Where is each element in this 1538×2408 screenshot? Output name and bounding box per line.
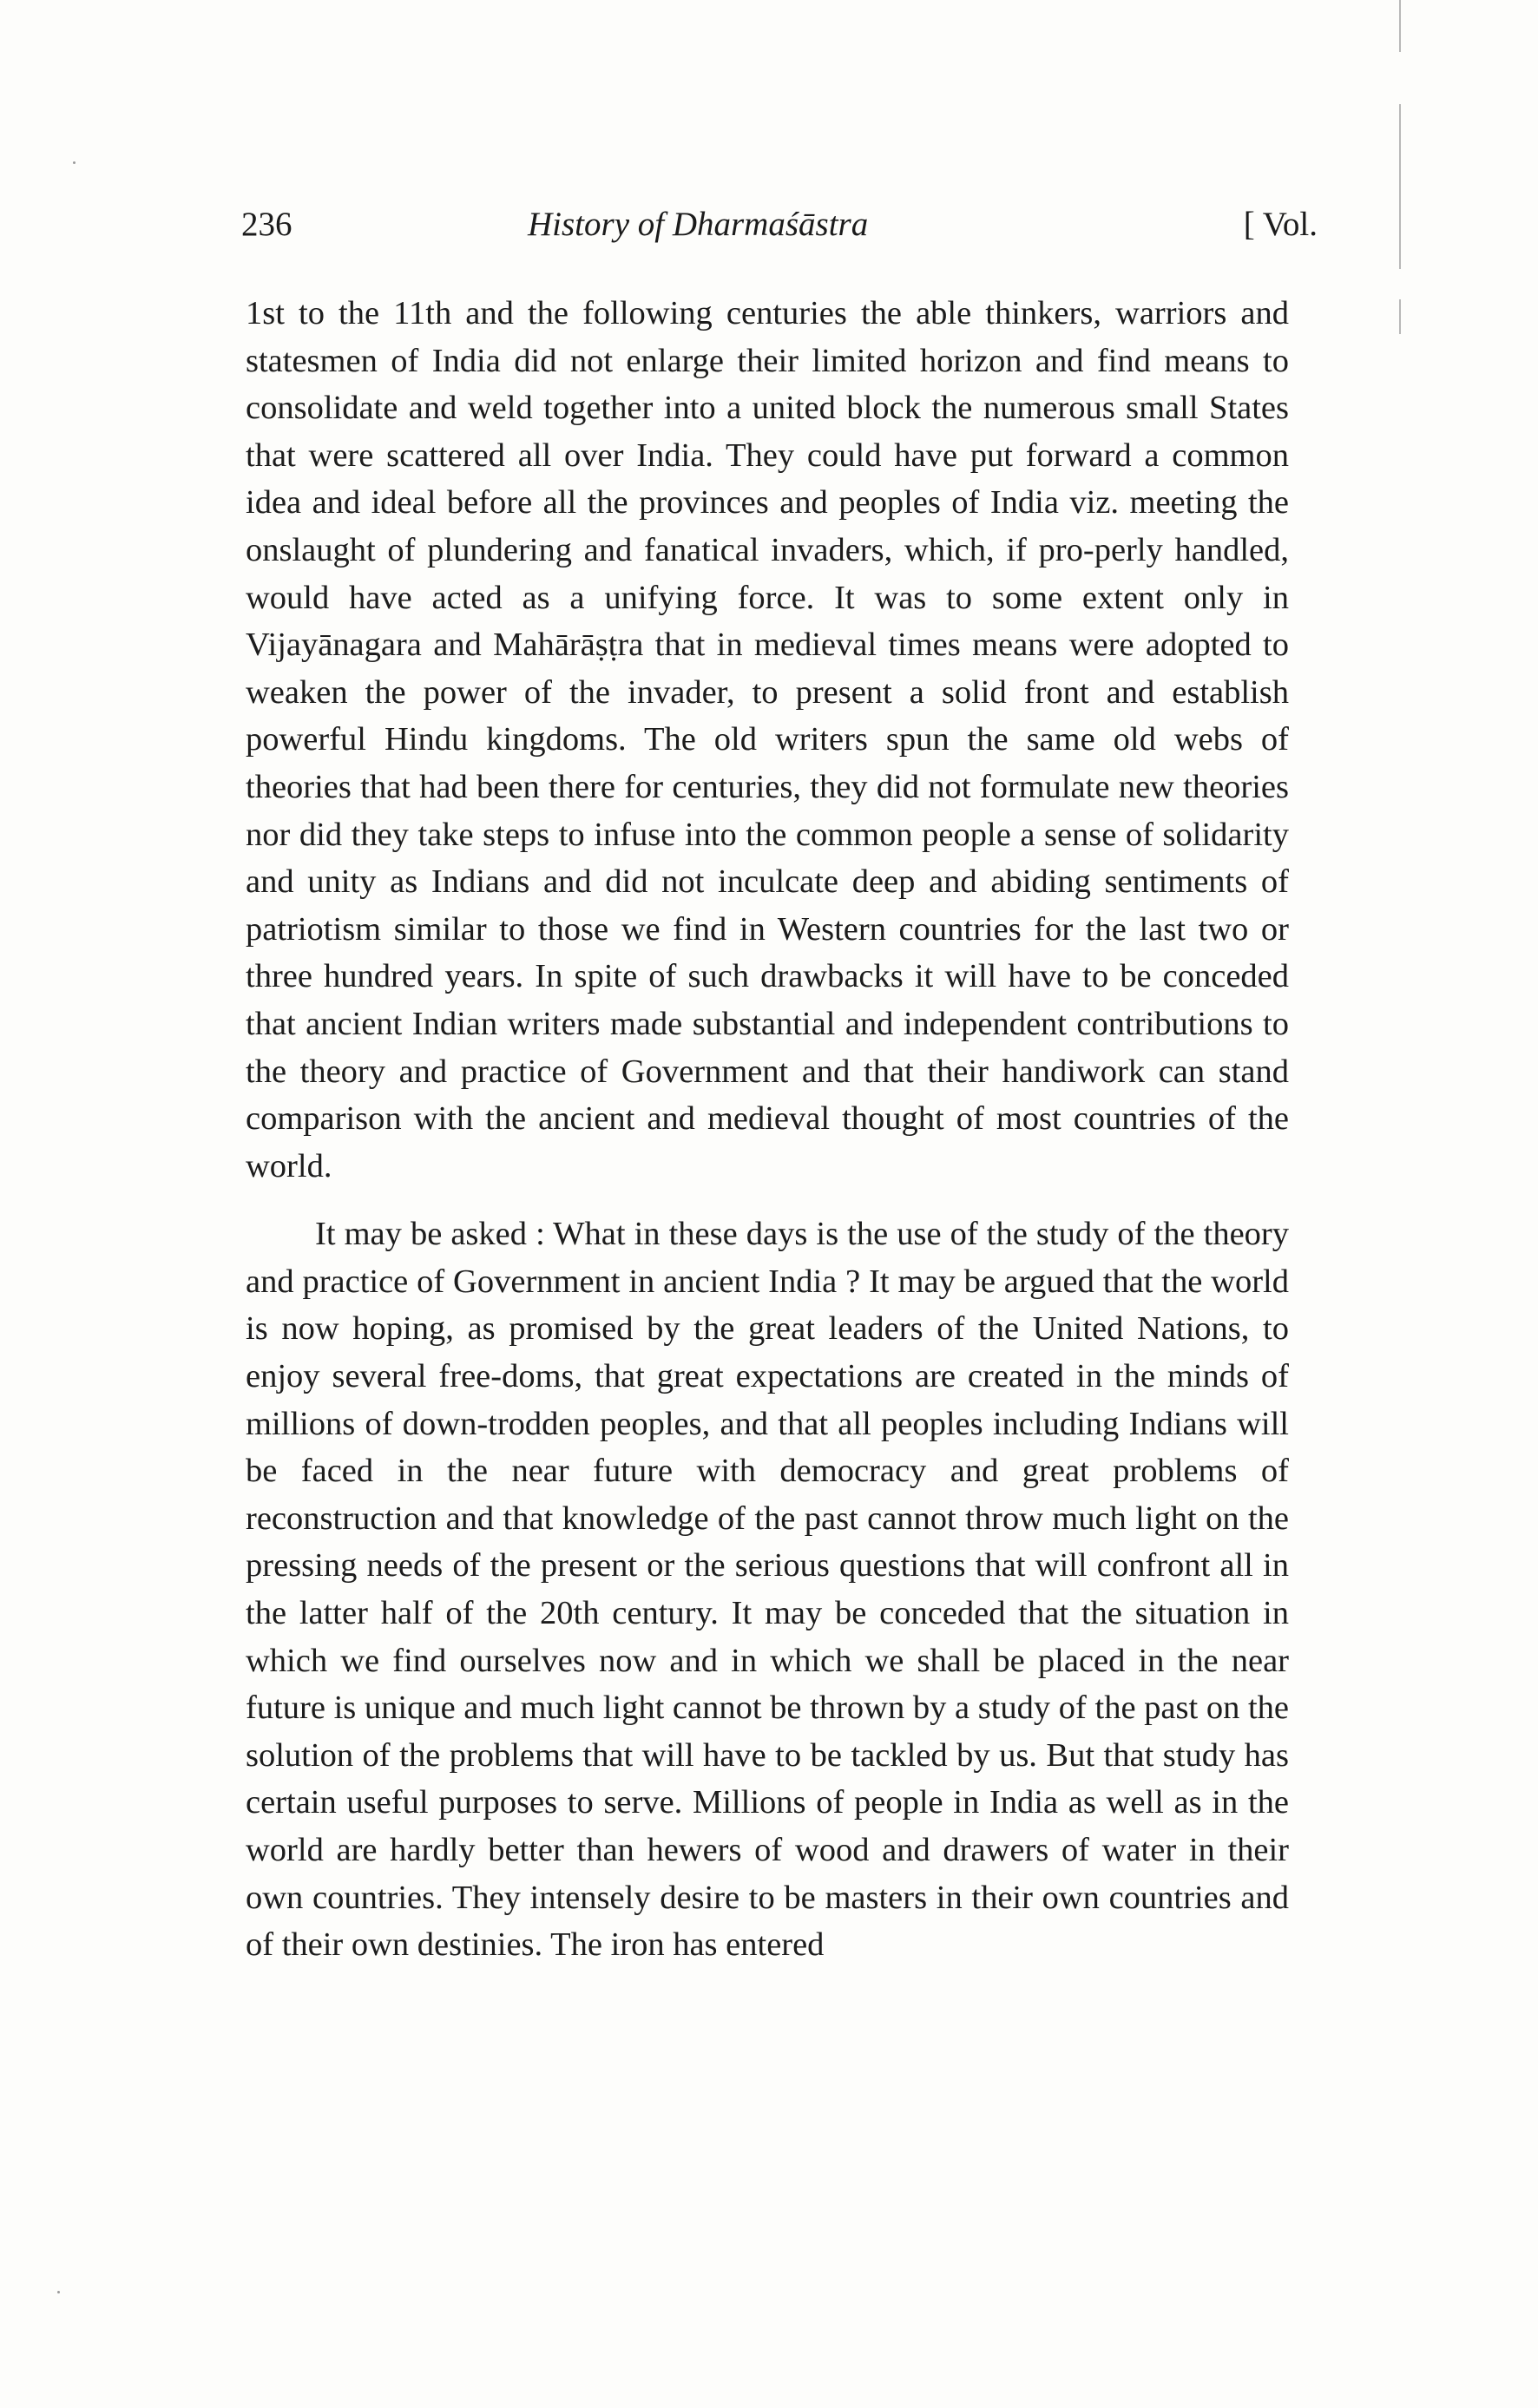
page-edge-mark (1399, 0, 1401, 52)
volume-label: [ Vol. (1243, 206, 1318, 243)
page-number: 236 (241, 206, 292, 243)
body-text (246, 290, 1289, 1969)
scan-speck (57, 2291, 60, 2293)
paragraph: It may be asked : What in these days is the use of the study of the theory and practice of Government in ancient India ? It may be argued that the world is now hoping, as promised by the great leaders of the United Nations, to enjoy several free-doms, that great expectations are created in the minds of millions of down-trodden peoples, and that all peoples including Indians will be faced in the near future with democracy and great problems of reconstruction and that knowledge of the past cannot throw much light on the pressing needs of the present or the serious questions that will confront all in the latter half of the 20th century. It may be conceded that the situation in which we find ourselves now and in which we shall be placed in the near future is unique and much light cannot be thrown by a study of the past on the solution of the problems that will have to be tackled by us. But that study has certain useful purposes to serve. Millions of people in India as well as in the world are hardly better than hewers of wood and drawers of water in their own countries. They intensely desire to be masters in their own countries and of their own destinies. The iron has entered (246, 1216, 1289, 1964)
running-title: History of Dharmaśāstra (528, 206, 869, 243)
scan-speck (73, 161, 76, 164)
paragraph-continuation: 1st to the 11th and the following centuries the able thinkers, warriors and statesmen of India did not enlarge their limited horizon and find means to consolidate and weld together into a united block the numerous small States that were scattered all over India. They could have put forward a common idea and ideal before all the provinces and peoples of India viz. meeting the onslaught of plundering and fanatical invaders, which, if pro-perly handled, would have acted as a unifying force. It was to some extent only in Vijayānagara and Mahārāṣṭra that in medieval times means were adopted to weaken the power of the invader, to present a solid front and establish powerful Hindu kingdoms. The old writers spun the same old webs of theories that had been there for centuries, they did not formulate new theories nor did they take steps to infuse into the common people a sense of solidarity and unity as Indians and did not inculcate deep and abiding sentiments of patriotism similar to those we find in Western countries for the last two or three hundred years. In spite of such drawbacks it will have to be conceded that ancient Indian writers made substantial and independent contributions to the theory and practice of Government and that their handiwork can stand comparison with the ancient and medieval thought of most countries of the world. (246, 295, 1289, 1184)
page-edge-mark (1399, 299, 1401, 334)
page-edge-mark (1399, 104, 1401, 269)
page-header (241, 205, 1318, 257)
